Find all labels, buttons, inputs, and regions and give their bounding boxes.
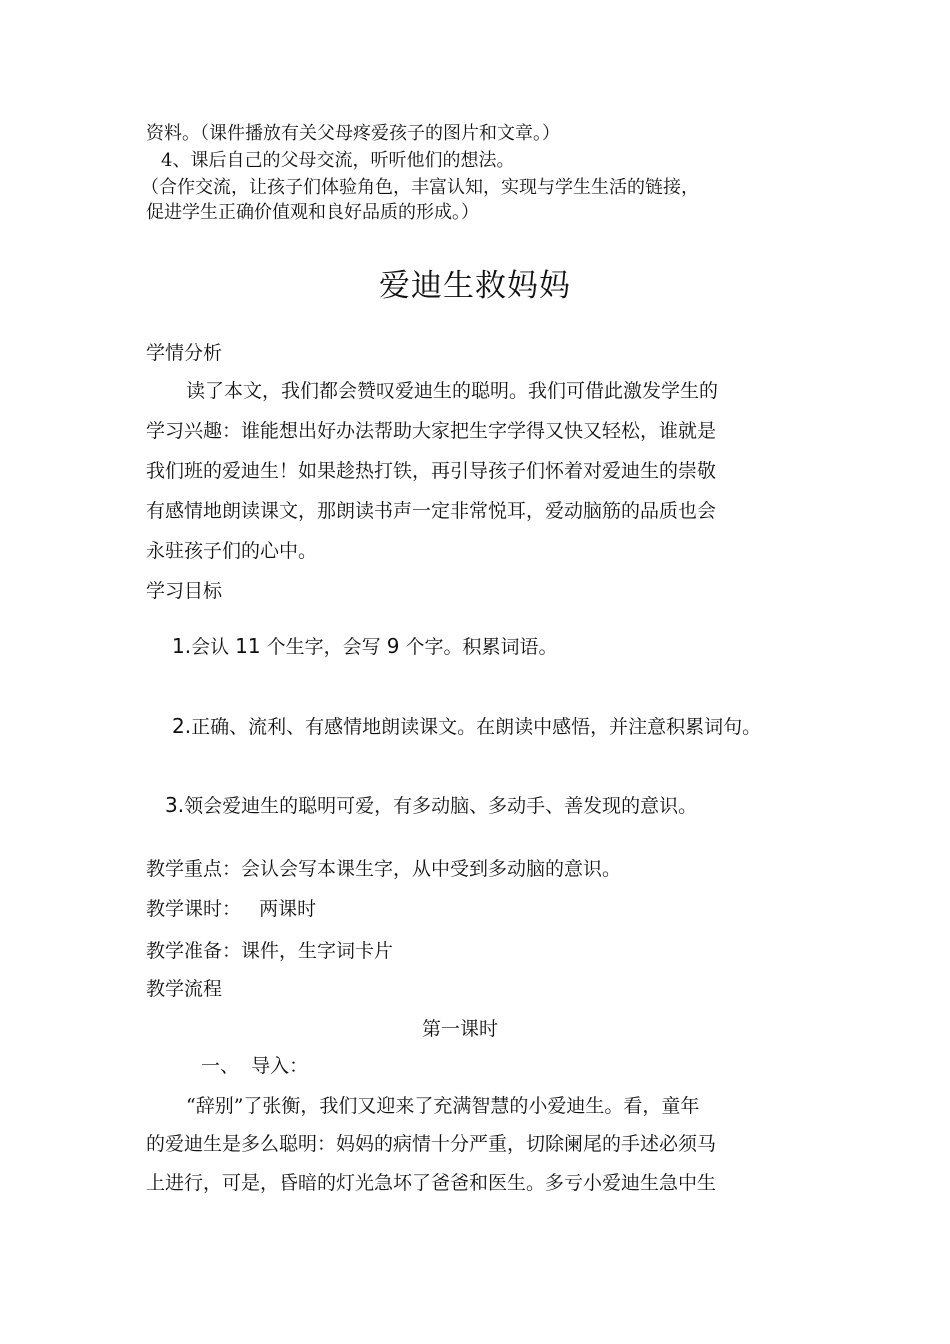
analysis-heading: 学情分析 xyxy=(146,342,223,364)
goal-text: 领会爱迪生的聪明可爱，有多动脑、多动手、善发现的意识。 xyxy=(184,795,698,817)
analysis-line-2: 学习兴趣：谁能想出好办法帮助大家把生字学得又快又轻松，谁就是 xyxy=(146,420,717,442)
goal-text: 正确、流利、有感情地朗读课文。在朗读中感悟，并注意积累词句。 xyxy=(191,716,762,738)
goal-count-write: 9 xyxy=(386,634,400,658)
goal-item-2 xyxy=(172,715,761,738)
goal-count-read: 11 xyxy=(235,634,261,658)
teaching-focus: 教学重点：会认会写本课生字，从中受到多动脑的意识。 xyxy=(146,858,622,880)
goal-item-3 xyxy=(165,794,697,817)
body-line-2: 的爱迪生是多么聪明：妈妈的病情十分严重，切除阑尾的手述必须马 xyxy=(146,1133,717,1155)
teaching-prep: 教学准备：课件，生字词卡片 xyxy=(146,940,394,962)
goals-heading: 学习目标 xyxy=(146,580,223,602)
goal-number: 1. xyxy=(172,634,192,658)
intro-line-2: 4、课后自己的父母交流，听听他们的想法。 xyxy=(161,150,515,171)
intro-line-4: 促进学生正确价值观和良好品质的形成。） xyxy=(146,202,479,223)
analysis-line-5: 永驻孩子们的心中。 xyxy=(146,540,318,562)
lesson-heading: 第一课时 xyxy=(421,1018,498,1040)
goal-number: 2. xyxy=(172,714,192,738)
analysis-line-4: 有感情地朗读课文，那朗读书声一定非常悦耳，爱动脑筋的品质也会 xyxy=(146,500,717,522)
analysis-line-3: 我们班的爱迪生！如果趁热打铁，再引导孩子们怀着对爱迪生的崇敬 xyxy=(146,460,717,482)
goal-item-1 xyxy=(172,635,557,658)
step-heading-intro: 一、 导入： xyxy=(201,1055,309,1077)
goal-number: 3. xyxy=(165,793,185,817)
goal-text: 个字。积累词语。 xyxy=(399,636,558,658)
body-line-1: “辞别”了张衡，我们又迎来了充满智慧的小爱迪生。看，童年 xyxy=(186,1095,700,1117)
teaching-hours: 教学课时： 两课时 xyxy=(146,898,317,920)
document-title: 爱迪生救妈妈 xyxy=(379,268,571,304)
analysis-line-1: 读了本文，我们都会赞叹爱迪生的聪明。我们可借此激发学生的 xyxy=(186,380,719,402)
body-line-3: 上进行，可是，昏暗的灯光急坏了爸爸和医生。多亏小爱迪生急中生 xyxy=(146,1172,717,1194)
intro-line-3: （合作交流，让孩子们体验角色，丰富认知，实现与学生生活的链接， xyxy=(141,177,699,198)
intro-line-1: 资料。（课件播放有关父母疼爱孩子的图片和文章。） xyxy=(146,123,560,144)
goal-text: 会认 xyxy=(191,636,236,658)
teaching-flow-heading: 教学流程 xyxy=(146,978,223,1000)
goal-text: 个生字，会写 xyxy=(260,636,387,658)
